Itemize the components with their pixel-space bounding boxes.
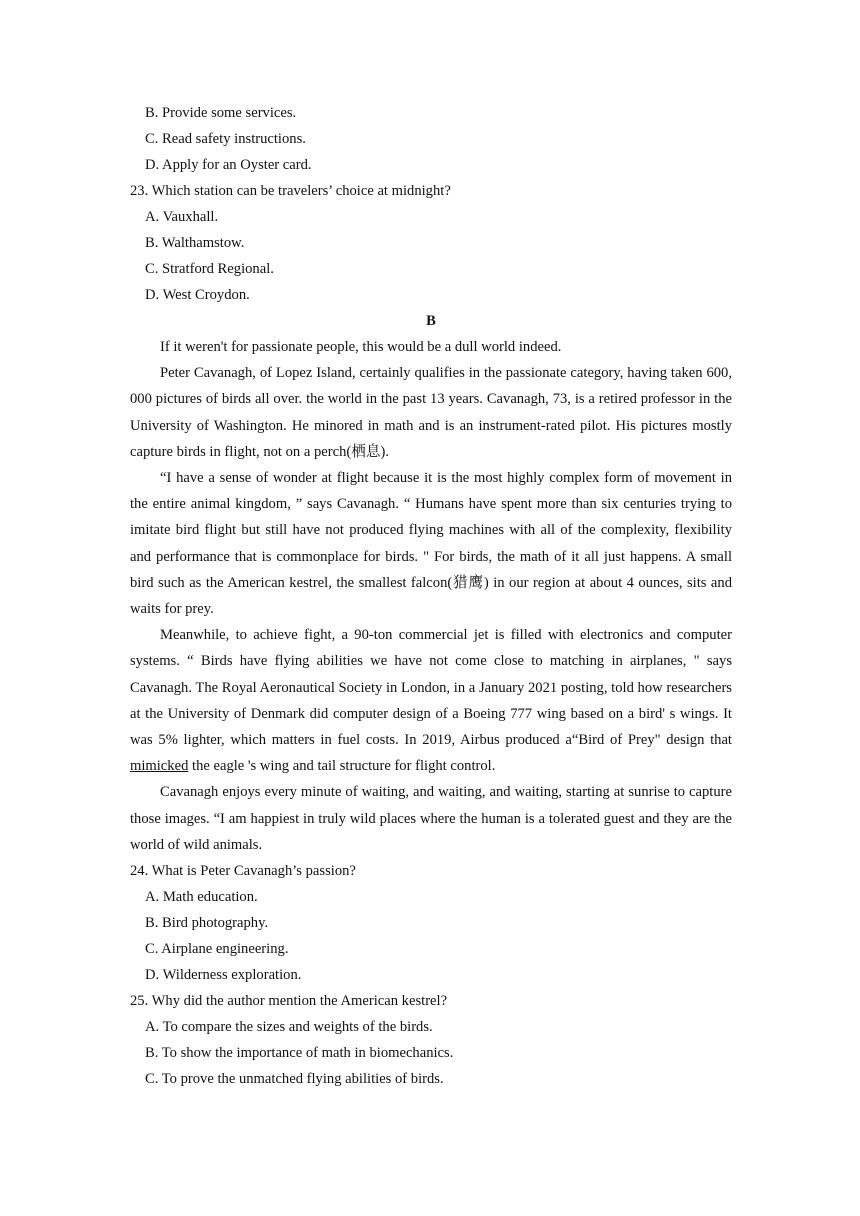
reading-passage [130, 334, 732, 858]
passage-paragraph-3: “I have a sense of wonder at flight because it is the most highly complex form of movement in the entire animal kingdom, ” says Cavanagh. “ Humans have spent more than six centuries trying to imitate bird flight but still have not produced flying machines with all of the complexity, flexibility and performance that is commonplace for birds. " For birds, the math of it all just happens. A small bird such as the American kestrel, the smallest falcon(猎鹰) in our region at about 4 ounces, sits and waits for prey. [130, 470, 732, 618]
question-25 [130, 988, 732, 1092]
option-23-b: B. Walthamstow. [145, 235, 245, 251]
option-24-a: A. Math education. [145, 889, 258, 906]
option-24-b: B. Bird photography. [145, 915, 269, 932]
question-23 [130, 178, 732, 308]
question-24 [130, 858, 732, 988]
passage-paragraph-4-text-b: the eagle 's wing and tail structure for flight control. [188, 758, 496, 775]
passage-paragraph-4 [130, 622, 732, 779]
option-25-c: C. To prove the unmatched flying abilities of birds. [145, 1071, 444, 1088]
option-25-a: A. To compare the sizes and weights of the birds. [145, 1019, 433, 1036]
passage-paragraph-5: Cavanagh enjoys every minute of waiting, and waiting, and waiting, starting at sunrise to capture those images. “I am happiest in truly wild places where the human is a tolerated guest and they are the world of wild animals. [130, 784, 732, 853]
option-23-c: C. Stratford Regional. [145, 261, 274, 277]
question-24-text: 24. What is Peter Cavanagh’s passion? [130, 863, 356, 880]
passage-paragraph-1: If it weren't for passionate people, this would be a dull world indeed. [160, 339, 562, 355]
question-25-text: 25. Why did the author mention the American kestrel? [130, 993, 448, 1010]
option-25-b: B. To show the importance of math in biomechanics. [145, 1045, 454, 1062]
option-23-a: A. Vauxhall. [145, 209, 219, 225]
option-24-c: C. Airplane engineering. [145, 941, 289, 958]
option-22-c: C. Read safety instructions. [145, 131, 306, 147]
option-22-b: B. Provide some services. [145, 105, 297, 121]
option-22-d: D. Apply for an Oyster card. [145, 157, 312, 173]
option-23-d: D. West Croydon. [145, 287, 250, 303]
question-22-options [130, 100, 732, 178]
passage-paragraph-2: Peter Cavanagh, of Lopez Island, certainly qualifies in the passionate category, having taken 600, 000 pictures of birds all over. the world in the past 13 years. Cavanagh, 73, is a retired professor in the University of Washington. He minored in math and is an instrument-rated pilot. His pictures mostly capture birds in flight, not on a perch(栖息). [130, 365, 732, 460]
passage-paragraph-4-text-a: Meanwhile, to achieve fight, a 90-ton commercial jet is filled with electronics and computer systems. “ Birds have flying abilities we have not come close to matching in airplanes, " says Cavanagh. The Royal Aeronautical Society in London, in a January 2021 posting, told how researchers at the University of Denmark did computer design of a Boeing 777 wing based on a bird' s wings. It was 5% lighter, which matters in fuel costs. In 2019, Airbus produced a“Bird of Prey" design that [130, 627, 732, 749]
question-23-text: 23. Which station can be travelers’ choice at midnight? [130, 183, 451, 199]
underlined-word: mimicked [130, 758, 189, 775]
option-24-d: D. Wilderness exploration. [145, 967, 302, 984]
section-heading: B [426, 313, 436, 329]
